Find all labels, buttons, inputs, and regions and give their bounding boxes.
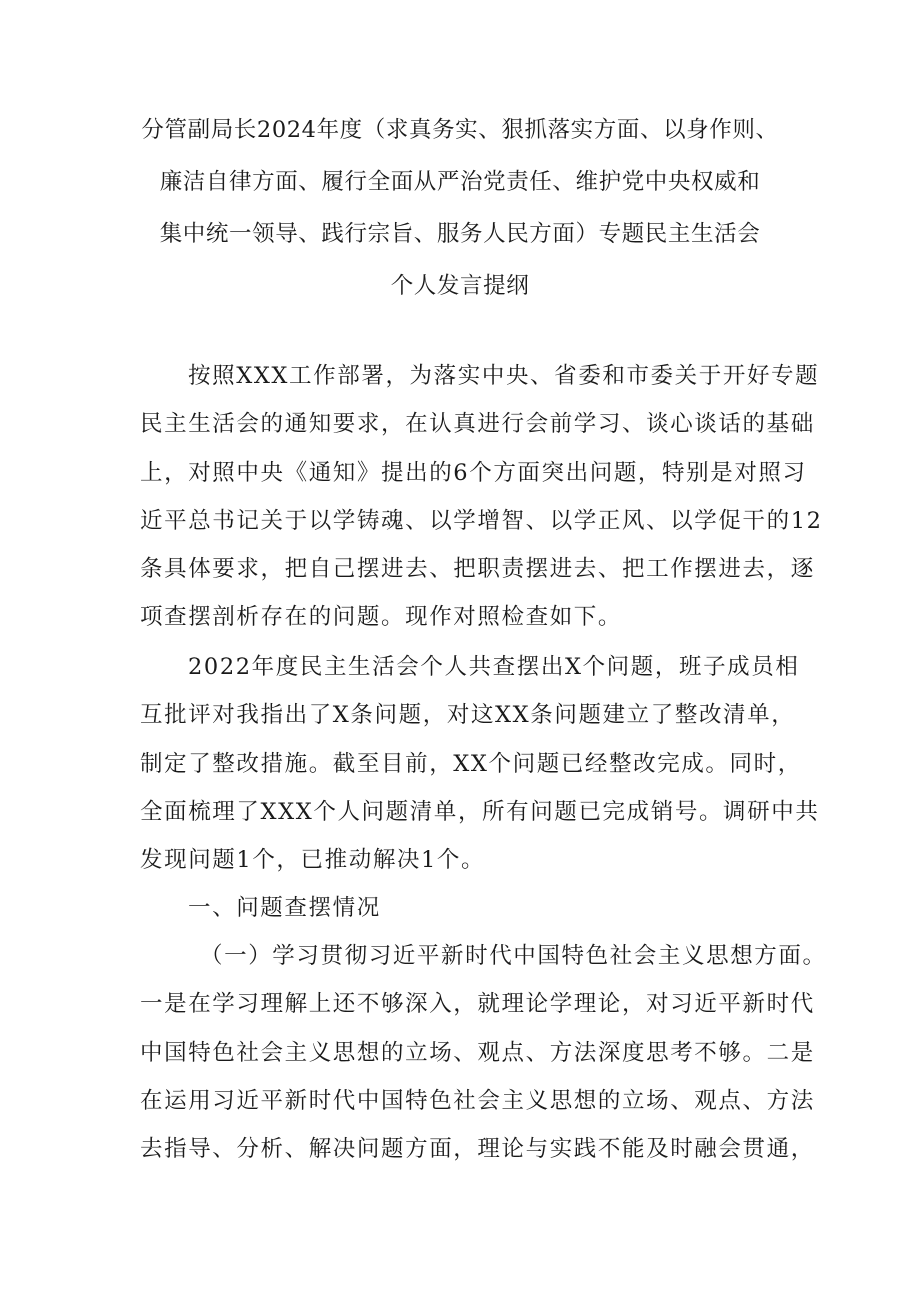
title-line: 个人发言提纲 xyxy=(390,273,530,299)
text-line: 按照XXX工作部署，为落实中央、省委和市委关于开好专题 xyxy=(188,363,820,389)
text-line: 项查摆剖析存在的问题。现作对照检查如下。 xyxy=(140,604,623,631)
title-line: 集中统一领导、践行宗旨、服务人民方面）专题民主生活会 xyxy=(159,221,761,247)
text-line: 互批评对我指出了X条问题，对这XX条问题建立了整改清单， xyxy=(140,702,796,729)
text-line: 一是在学习理解上还不够深入，就理论学理论，对习近平新时代 xyxy=(140,991,815,1018)
document-title xyxy=(130,104,790,312)
text-line: 近平总书记关于以学铸魂、以学增智、以学正风、以学促干的12 xyxy=(140,507,823,534)
heading-line: 一、问题查摆情况 xyxy=(188,895,381,921)
text-line: 在运用习近平新时代中国特色社会主义思想的立场、观点、方法 xyxy=(140,1087,815,1114)
text-line: 全面梳理了XXX个人问题清单，所有问题已完成销号。调研中共 xyxy=(140,798,820,825)
text-line: 中国特色社会主义思想的立场、观点、方法深度思考不够。二是 xyxy=(140,1039,815,1066)
section-heading xyxy=(140,884,800,932)
text-line: 去指导、分析、解决问题方面，理论与实践不能及时融会贯通， xyxy=(140,1136,815,1163)
text-line: 民主生活会的通知要求，在认真进行会前学习、谈心谈话的基础 xyxy=(140,411,815,438)
paragraph-summary xyxy=(140,643,820,884)
title-line: 分管副局长2024年度（求真务实、狠抓落实方面、以身作则、 xyxy=(141,117,779,143)
text-line: 2022年度民主生活会个人共查摆出X个问题，班子成员相 xyxy=(188,654,800,680)
text-line: 制定了整改措施。截至目前，XX个问题已经整改完成。同时， xyxy=(140,750,802,777)
paragraph-problem-1 xyxy=(140,932,827,1173)
text-line: 上，对照中央《通知》提出的6个方面突出问题，特别是对照习 xyxy=(140,459,807,486)
text-line: 发现问题1个，已推动解决1个。 xyxy=(140,847,486,874)
text-line: （一）学习贯彻习近平新时代中国特色社会主义思想方面。 xyxy=(200,943,827,969)
title-line: 廉洁自律方面、履行全面从严治党责任、维护党中央权威和 xyxy=(159,169,761,195)
paragraph-intro xyxy=(140,352,823,642)
text-line: 条具体要求，把自己摆进去、把职责摆进去、把工作摆进去，逐 xyxy=(140,556,815,583)
